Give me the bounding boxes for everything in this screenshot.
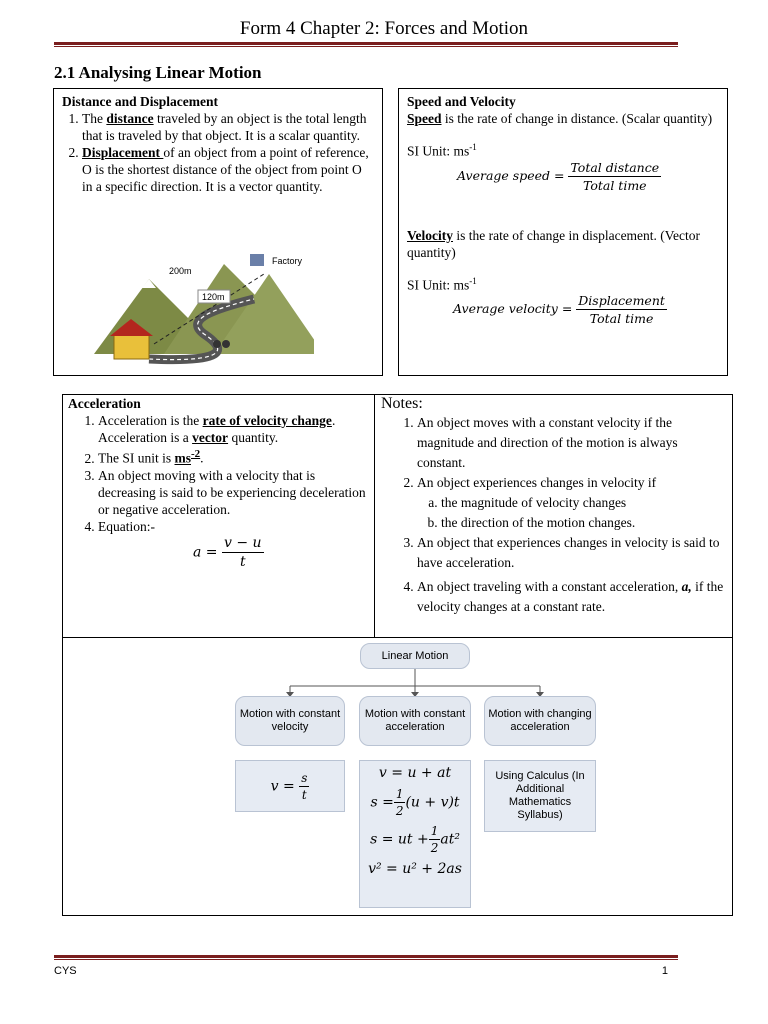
formula-v-s-t: v = $\frac{s}{t}$ <box>270 770 308 802</box>
label-200m: 200m <box>169 266 192 276</box>
note-1: 1. An object moves with a constant velocity if the magnitude and direction of the motion is always constant. <box>417 413 726 473</box>
velocity-definition: Velocity is the rate of change in displacement. (Vector quantity) <box>407 227 701 260</box>
header-rule-thin <box>54 46 678 47</box>
note-2a: a. the magnitude of velocity changes <box>441 493 726 513</box>
notes-title: Notes: <box>381 395 423 412</box>
accel-item-3: 3. An object moving with a velocity that is decreasing is said to be experiencing deceleration or negative acceleration. <box>98 467 368 518</box>
acceleration-equation: a = $\frac{v - u}{t}$ <box>193 534 262 570</box>
acceleration-title: Acceleration <box>68 396 141 411</box>
formula-box-constant-velocity <box>235 760 345 812</box>
speed-formula: Average speed = $\frac{\text{Total distance}}{\text{Total time}}$ <box>457 159 660 193</box>
label-factory: Factory <box>272 256 303 266</box>
formula-v-u-at: v = u + at <box>378 765 452 781</box>
formula-box-changing-acceleration: Using Calculus (In Additional Mathematics Syllabus) <box>484 760 596 832</box>
speed-velocity-box <box>398 88 728 376</box>
distance-list <box>62 110 374 195</box>
flow-constant-velocity: Motion with constant velocity <box>235 696 345 746</box>
divider-vertical <box>374 394 375 638</box>
accel-item-1: 1. Acceleration is the rate of velocity change. Acceleration is a vector quantity. <box>98 412 368 446</box>
velocity-formula: Average velocity = $\frac{\text{Displacement}}{\text{Total time}}$ <box>453 293 665 326</box>
formula-v2-u2-2as: v² = u² + 2as <box>368 861 462 877</box>
footer-rule <box>54 955 678 958</box>
formula-box-constant-acceleration <box>359 760 471 908</box>
note-2: 2. An object experiences changes in velocity if a. the magnitude of velocity changes b. the direction of the motion changes. <box>417 473 726 533</box>
speed-si-unit: SI Unit: $ms^{-1}$ <box>407 142 477 159</box>
speed-definition: Speed is the rate of change in distance. (Scalar quantity) <box>407 111 713 126</box>
formula-s-half-uv: s = $\frac{1}{2}$ (u + v)t <box>370 787 460 818</box>
header-rule <box>54 42 678 45</box>
page-header-title: Form 4 Chapter 2: Forces and Motion <box>239 18 529 39</box>
accel-item-2: 2. The SI unit is $ms^{-2}$. <box>98 446 368 467</box>
distance-item-1: 1. The distance traveled by an object is the total length that is traveled by that object. It is a scalar quantity. <box>82 110 374 144</box>
formula-s-ut-half-at2: s = ut + $\frac{1}{2}$ at² <box>370 824 460 855</box>
distance-item-2: 2. Displacement of an object from a point of reference, O is the shortest distance of the object from point O in a specific direction. It is a vector quantity. <box>82 144 374 195</box>
footer-rule-thin <box>54 959 678 960</box>
note-2b: b. the direction of the motion changes. <box>441 513 726 533</box>
flow-constant-acceleration: Motion with constant acceleration <box>359 696 471 746</box>
velocity-si-unit: SI Unit: $ms^{-1}$ <box>407 275 477 292</box>
speed-box-title: Speed and Velocity <box>407 94 516 109</box>
label-120m: 120m <box>202 292 225 302</box>
acceleration-section <box>68 396 368 570</box>
acceleration-list <box>68 412 368 535</box>
notes-list <box>381 413 726 617</box>
distance-diagram <box>94 244 314 374</box>
distance-displacement-box <box>53 88 383 376</box>
distance-box-title: Distance and Displacement <box>62 94 218 109</box>
accel-item-4: 4. Equation:- <box>98 518 368 535</box>
footer-author: CYS <box>54 965 77 977</box>
note-4: 4. An object traveling with a constant acceleration, a, if the velocity changes at a constant rate. <box>417 577 726 617</box>
notes-section <box>381 395 726 617</box>
flow-changing-acceleration: Motion with changing acceleration <box>484 696 596 746</box>
note-3: 3. An object that experiences changes in velocity is said to have acceleration. <box>417 533 726 573</box>
footer-page-number: 1 <box>661 965 668 977</box>
section-title: 2.1 Analysing Linear Motion <box>54 63 262 82</box>
flow-root-linear-motion: Linear Motion <box>360 643 470 669</box>
